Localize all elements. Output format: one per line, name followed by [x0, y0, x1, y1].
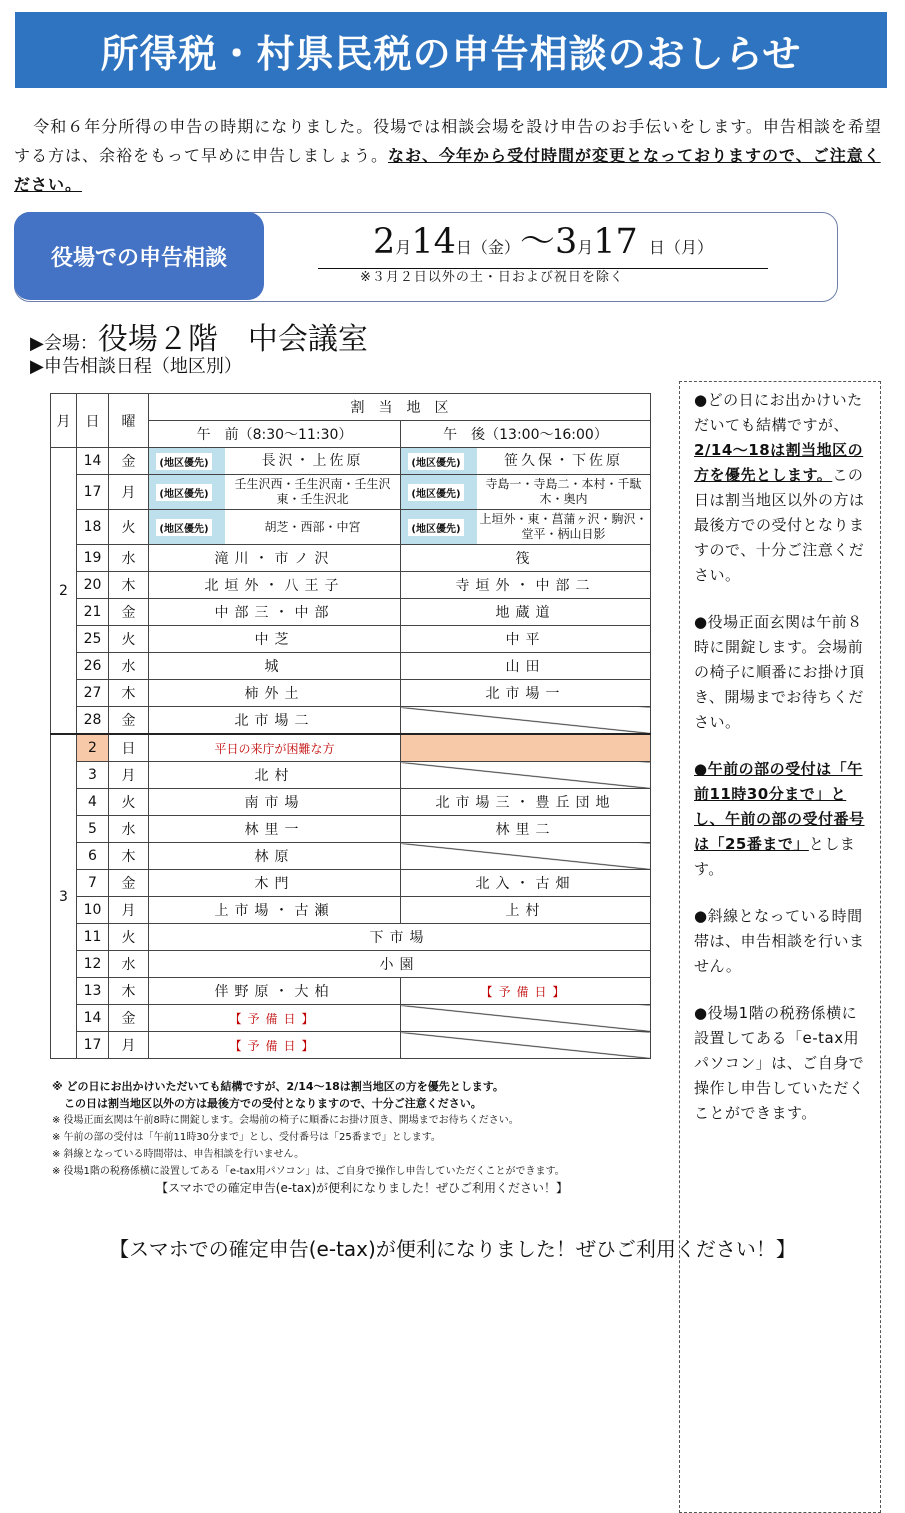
- day-cell: 7: [77, 870, 109, 897]
- period-note: ※３月２日以外の土・日および祝日を除く: [360, 270, 624, 285]
- day-cell: 17: [77, 1032, 109, 1059]
- day-cell: 10: [77, 897, 109, 924]
- pm-cell: 中平: [401, 626, 651, 653]
- am-cell: 林里一: [149, 816, 401, 843]
- header-am: 午 前（8:30〜11:30）: [149, 421, 401, 448]
- weekday-cell: 月: [109, 762, 149, 789]
- table-row: [51, 789, 651, 816]
- weekday-cell: 水: [109, 951, 149, 978]
- am-cell: 滝川・市ノ沢: [149, 545, 401, 572]
- header-month: 月: [51, 394, 77, 448]
- weekday-cell: 月: [109, 1032, 149, 1059]
- day-cell: 28: [77, 707, 109, 735]
- pm-cell: 【予備日】: [401, 978, 651, 1005]
- table-row: [51, 870, 651, 897]
- weekday-cell: 木: [109, 843, 149, 870]
- table-row: [51, 843, 651, 870]
- weekday-cell: 水: [109, 816, 149, 843]
- pm-cell: 北市場一: [401, 680, 651, 707]
- header-weekday: 曜: [109, 394, 149, 448]
- table-row: [51, 653, 651, 680]
- all-day-cell: 下市場: [149, 924, 651, 951]
- weekday-cell: 金: [109, 870, 149, 897]
- bottom-banner: 【スマホでの確定申告(e-tax)が便利になりました！ぜひご利用ください！】: [109, 1237, 796, 1261]
- area-names: 長沢・上佐原: [261, 452, 364, 469]
- weekday-cell: 火: [109, 626, 149, 653]
- area-names: 壬生沢西・壬生沢南・壬生沢東・壬生沢北: [234, 477, 391, 506]
- priority-badge: (地区優先): [408, 453, 463, 470]
- pm-cell: 山田: [401, 653, 651, 680]
- weekday-cell: 金: [109, 707, 149, 735]
- venue-value: 役場２階 中会議室: [97, 322, 368, 357]
- day-cell: 14: [77, 448, 109, 475]
- venue-label: ▶会場：: [30, 333, 98, 354]
- am-cell: 中芝: [149, 626, 401, 653]
- table-row: [51, 599, 651, 626]
- weekday-cell: 月: [109, 897, 149, 924]
- table-row: [51, 978, 651, 1005]
- day-cell: 5: [77, 816, 109, 843]
- side-notes: ●どの日にお出かけいただいても結構ですが、2/14〜18は割当地区の方を優先とします。この日は割当地区以外の方は最後方での受付となりますので、十分ご注意ください。 ●役場正面玄関は午前８時に開錠します。会場前の椅子に順番にお掛け頂き、開場までお待ちください。 ●午前の部の受付は「午前11時30分まで」とし、午前の部の受付番号は「25番まで」とします。 ●斜線となっている時間帯は、申告相談を行いません。 ●役場1階の税務係横に設置してある「e-tax用パソコン」は、ご自身で操作し申告していただくことができます。: [694, 391, 865, 1122]
- pm-cell: 北入・古畑: [401, 870, 651, 897]
- pm-cell-closed: [401, 707, 651, 735]
- intro-text: 令和６年分所得の申告の時期になりました。役場では相談会場を設け申告のお手伝いをします。申告相談を希望する方は、余裕をもって早めに申告しましょう。: [14, 117, 882, 165]
- pm-cell: 寺垣外・中部二: [401, 572, 651, 599]
- pm-cell: [401, 448, 651, 475]
- month-cell: 2: [51, 448, 77, 735]
- area-names: 胡芝・西部・中宮: [264, 519, 361, 534]
- area-names: 上垣外・東・菖蒲ヶ沢・駒沢・堂平・柄山日影: [479, 512, 648, 541]
- day-cell: 3: [77, 762, 109, 789]
- table-row: [51, 572, 651, 599]
- pm-cell: 上村: [401, 897, 651, 924]
- pm-cell: 筏: [401, 545, 651, 572]
- day-cell: 26: [77, 653, 109, 680]
- am-cell: 北村: [149, 762, 401, 789]
- table-row: [51, 680, 651, 707]
- weekday-cell: 日: [109, 734, 149, 762]
- weekday-cell: 火: [109, 924, 149, 951]
- header-day: 日: [77, 394, 109, 448]
- am-cell: 上市場・古瀬: [149, 897, 401, 924]
- pm-cell: [401, 475, 651, 510]
- table-row: [51, 448, 651, 475]
- priority-badge: (地区優先): [408, 519, 463, 536]
- schedule-heading: ▶申告相談日程（地区別）: [30, 356, 242, 377]
- pm-cell-closed: [401, 843, 651, 870]
- table-row: [51, 1032, 651, 1059]
- table-row: [51, 734, 651, 762]
- area-names: 寺島一・寺島二・本村・千駄木・奥内: [485, 477, 642, 506]
- am-cell: [149, 448, 401, 475]
- pm-cell-closed: [401, 762, 651, 789]
- day-cell: 21: [77, 599, 109, 626]
- period-dates: 2月14日（金）～3月17 日（月）: [318, 222, 768, 269]
- day-cell: 14: [77, 1005, 109, 1032]
- table-row: [51, 816, 651, 843]
- footnotes: ※ どの日にお出かけいただいても結構ですが、2/14〜18は割当地区の方を優先とします。 この日は割当地区以外の方は最後方での受付となりますので、十分ご注意ください。 ※ 役場正面玄関は午前8時に開錠します。会場前の椅子に順番にお掛け頂き、開場までお待ちください。 ※ 午前の部の受付は「午前11時30分まで」とし、受付番号は「25番まで」とします。 ※ 斜線となっている時間帯は、申告相談を行いません。 ※ 役場1階の税務係横に設置してある「e-tax用パソコン」は、ご自身で操作し申告していただくことができます。 【スマホでの確定申告(e-tax)が便利になりました！ぜひご利用ください！】: [52, 1080, 568, 1195]
- table-row: [51, 897, 651, 924]
- schedule-body: [51, 448, 651, 1059]
- am-cell: 平日の来庁が困難な方: [149, 734, 401, 762]
- weekday-cell: 木: [109, 978, 149, 1005]
- day-cell: 25: [77, 626, 109, 653]
- area-names: 笹久保・下佐原: [504, 452, 623, 469]
- am-cell: 城: [149, 653, 401, 680]
- pm-cell: [401, 510, 651, 545]
- weekday-cell: 水: [109, 653, 149, 680]
- table-row: [51, 707, 651, 735]
- day-cell: 13: [77, 978, 109, 1005]
- page-title: 所得税・村県民税の申告相談のおしらせ: [15, 12, 887, 88]
- am-cell: 林原: [149, 843, 401, 870]
- table-row: [51, 1005, 651, 1032]
- table-row: [51, 475, 651, 510]
- weekday-cell: 火: [109, 510, 149, 545]
- pm-cell: 林里二: [401, 816, 651, 843]
- table-row: [51, 924, 651, 951]
- table-row: [51, 510, 651, 545]
- weekday-cell: 金: [109, 599, 149, 626]
- weekday-cell: 金: [109, 1005, 149, 1032]
- am-cell: 北垣外・八王子: [149, 572, 401, 599]
- day-cell: 4: [77, 789, 109, 816]
- am-cell: [149, 510, 401, 545]
- table-row: [51, 545, 651, 572]
- day-cell: 19: [77, 545, 109, 572]
- pm-cell: 北市場三・豊丘団地: [401, 789, 651, 816]
- am-cell: 伴野原・大柏: [149, 978, 401, 1005]
- table-row: [51, 626, 651, 653]
- am-cell: 【予備日】: [149, 1032, 401, 1059]
- day-cell: 11: [77, 924, 109, 951]
- intro-paragraph: [14, 112, 884, 199]
- weekday-cell: 火: [109, 789, 149, 816]
- am-cell: 南市場: [149, 789, 401, 816]
- am-cell: 北市場二: [149, 707, 401, 735]
- day-cell: 6: [77, 843, 109, 870]
- pm-cell: 地蔵道: [401, 599, 651, 626]
- table-row: [51, 762, 651, 789]
- weekday-cell: 木: [109, 572, 149, 599]
- am-cell: 柿外土: [149, 680, 401, 707]
- weekday-cell: 水: [109, 545, 149, 572]
- schedule-table: [50, 393, 651, 1059]
- day-cell: 27: [77, 680, 109, 707]
- priority-badge: (地区優先): [156, 519, 211, 536]
- table-row: [51, 951, 651, 978]
- priority-badge: (地区優先): [156, 484, 211, 501]
- day-cell: 17: [77, 475, 109, 510]
- header-area: 割 当 地 区: [149, 394, 651, 421]
- pm-cell-closed: [401, 734, 651, 762]
- day-cell: 20: [77, 572, 109, 599]
- weekday-cell: 木: [109, 680, 149, 707]
- am-cell: 中部三・中部: [149, 599, 401, 626]
- am-cell: [149, 475, 401, 510]
- weekday-cell: 月: [109, 475, 149, 510]
- all-day-cell: 小園: [149, 951, 651, 978]
- day-cell: 12: [77, 951, 109, 978]
- pm-cell-closed: [401, 1005, 651, 1032]
- intro-notice: なお、今年から受付時間が変更となっておりますので、ご注意ください。: [14, 146, 881, 194]
- am-cell: 【予備日】: [149, 1005, 401, 1032]
- priority-badge: (地区優先): [408, 484, 463, 501]
- priority-badge: (地区優先): [156, 453, 211, 470]
- day-cell: 18: [77, 510, 109, 545]
- header-pm: 午 後（13:00〜16:00）: [401, 421, 651, 448]
- month-cell: 3: [51, 734, 77, 1059]
- period-label: 役場での申告相談: [14, 212, 264, 300]
- pm-cell-closed: [401, 1032, 651, 1059]
- day-cell: 2: [77, 734, 109, 762]
- weekday-cell: 金: [109, 448, 149, 475]
- am-cell: 木門: [149, 870, 401, 897]
